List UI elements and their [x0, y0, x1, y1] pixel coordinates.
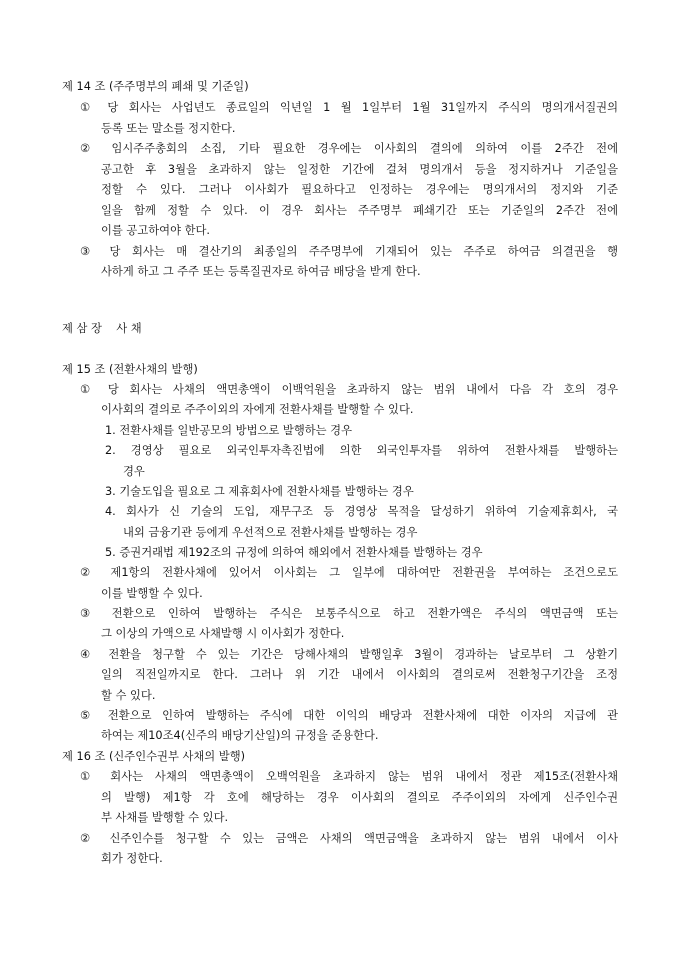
article-15-p5-line-2: 하여는 제10조4(신주의 배당기산일)의 규정을 준용한다. [101, 729, 379, 742]
article-15-item-2-line-1: 2. 경영상 필요로 외국인투자촉진법에 의한 외국인투자를 위하여 전환사채를 발행하는 [105, 444, 618, 457]
article-16-heading: 제 16 조 (신주인수권부 사채의 발행) [62, 750, 246, 763]
article-14-p3-line-1: ③ 당 회사는 매 결산기의 최종일의 주주명부에 기재되어 있는 주주로 하여금 의결권을 행 [80, 245, 618, 258]
article-14-p1-line-2: 등록 또는 말소를 정지한다. [101, 122, 236, 135]
article-15-p2-line-2: 이를 발행할 수 있다. [101, 587, 203, 600]
article-14-p2-line-3: 정할 수 있다. 그러나 이사회가 필요하다고 인정하는 경우에는 명의개서의 정지와 기준 [101, 183, 618, 196]
article-15-p2-line-1: ② 제1항의 전환사채에 있어서 이사회는 그 일부에 대하여만 전환권을 부여하는 조건으로도 [80, 566, 618, 579]
article-15-item-5: 5. 증권거래법 제192조의 규정에 의하여 해외에서 전환사채를 발행하는 경우 [105, 546, 483, 559]
article-15-p1-line-2: 이사회의 결의로 주주이외의 자에게 전환사채를 발행할 수 있다. [101, 403, 414, 416]
article-14-p2-line-2: 공고한 후 3월을 초과하지 않는 일정한 기간에 걸쳐 명의개서 등을 정지하거나 기준일을 [101, 163, 618, 176]
article-15-item-1: 1. 전환사채를 일반공모의 방법으로 발행하는 경우 [105, 424, 352, 437]
article-15-item-4-line-2: 내외 금융기관 등에게 우선적으로 전환사채를 발행하는 경우 [123, 526, 418, 539]
article-15-item-2-line-2: 경우 [123, 465, 145, 478]
article-16-p1-line-2: 의 발행) 제1항 각 호에 해당하는 경우 이사회의 결의로 주주이외의 자에게 신주인수권 [101, 791, 618, 804]
article-14-heading: 제 14 조 (주주명부의 폐쇄 및 기준일) [62, 80, 249, 93]
article-15-item-3: 3. 기술도입을 필요로 그 제휴회사에 전환사채를 발행하는 경우 [105, 485, 414, 498]
article-16-p1-line-1: ① 회사는 사채의 액면총액이 오백억원을 초과하지 않는 범위 내에서 정관 제15조(전환사채 [80, 770, 618, 783]
article-15-item-4-line-1: 4. 회사가 신 기술의 도입, 재무구조 등 경영상 목적을 달성하기 위하여 기술제휴회사, 국 [105, 505, 618, 518]
article-15-p4-line-1: ④ 전환을 청구할 수 있는 기간은 당해사채의 발행일후 3월이 경과하는 날로부터 그 상환기 [80, 648, 618, 661]
article-14-p2-line-4: 일을 함께 정할 수 있다. 이 경우 회사는 주주명부 폐쇄기간 또는 기준일의 2주간 전에 [101, 204, 618, 217]
article-15-heading: 제 15 조 (전환사채의 발행) [62, 363, 198, 376]
article-15-p5-line-1: ⑤ 전환으로 인하여 발행하는 주식에 대한 이익의 배당과 전환사채에 대한 이자의 지급에 관 [80, 709, 618, 722]
article-15-p3-line-2: 그 이상의 가액으로 사채발행 시 이사회가 정한다. [101, 627, 345, 640]
article-16-p2-line-2: 회가 정한다. [101, 852, 163, 865]
article-15-p4-line-3: 할 수 있다. [101, 689, 156, 702]
article-16-p2-line-1: ② 신주인수를 청구할 수 있는 금액은 사채의 액면금액을 초과하지 않는 범위 내에서 이사 [80, 832, 618, 845]
article-15-p4-line-2: 일의 직전일까지로 한다. 그러나 위 기간 내에서 이사회의 결의로써 전환청구기간을 조정 [101, 668, 618, 681]
article-14-p2-line-5: 이를 공고하여야 한다. [101, 224, 210, 237]
article-14-p2-line-1: ② 임시주주총회의 소집, 기타 필요한 경우에는 이사회의 결의에 의하여 이를 2주간 전에 [80, 142, 618, 155]
article-14-p3-line-2: 사하게 하고 그 주주 또는 등록질권자로 하여금 배당을 받게 한다. [101, 265, 421, 278]
chapter-3-heading: 제 삼 장 사 채 [62, 322, 142, 335]
article-14-p1-line-1: ① 당 회사는 사업년도 종료일의 익년일 1 월 1일부터 1월 31일까지 주식의 명의개서질권의 [80, 101, 618, 114]
article-16-p1-line-3: 부 사채를 발행할 수 있다. [101, 811, 229, 824]
article-15-p1-line-1: ① 당 회사는 사채의 액면총액이 이백억원을 초과하지 않는 범위 내에서 다음 각 호의 경우 [80, 383, 618, 396]
article-15-p3-line-1: ③ 전환으로 인하여 발행하는 주식은 보통주식으로 하고 전환가액은 주식의 액면금액 또는 [80, 607, 618, 620]
